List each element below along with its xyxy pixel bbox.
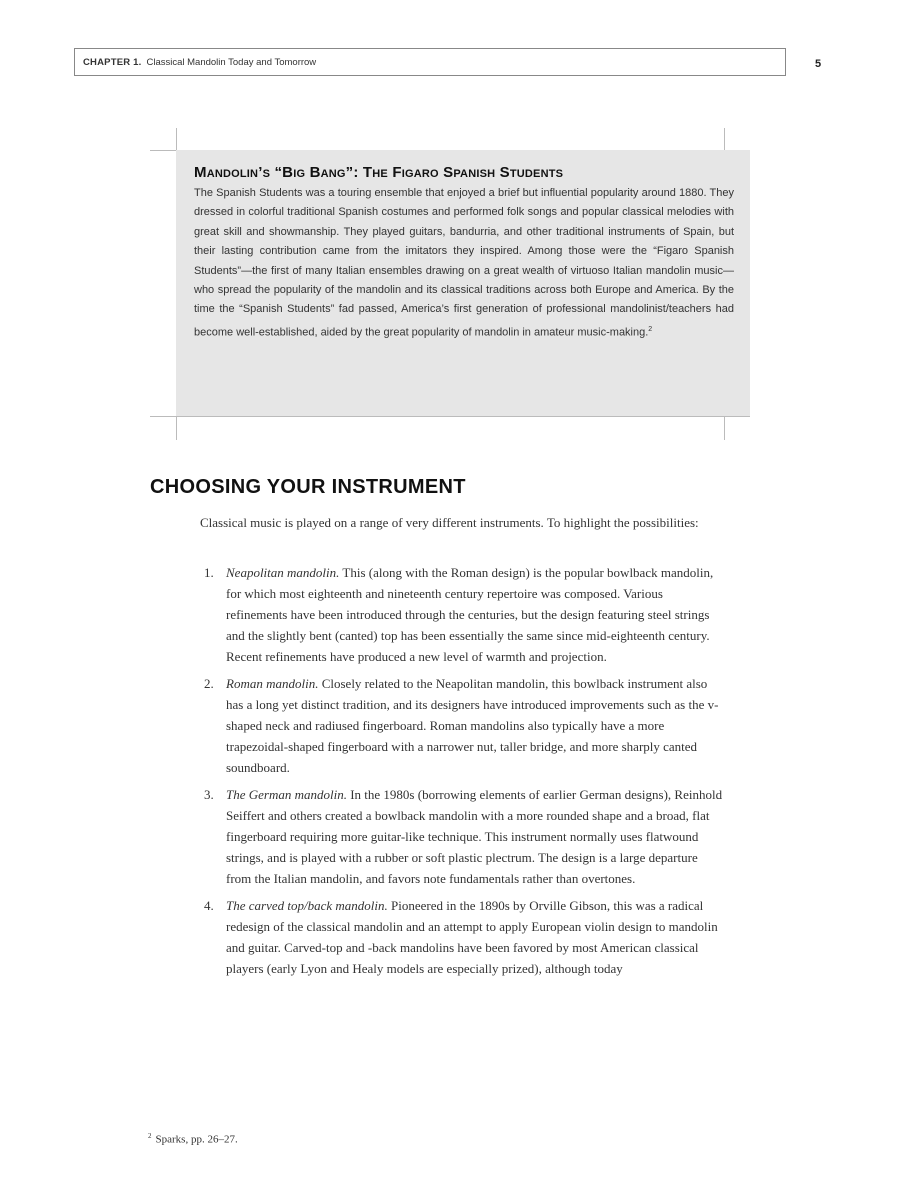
list-item-number: 3. [204, 787, 214, 802]
footnote-text: Sparks, pp. 26–27. [155, 1133, 238, 1146]
running-header [74, 48, 786, 76]
list-item-body [226, 895, 726, 979]
footnote [148, 1132, 238, 1146]
list-item-term: The German mandolin. [226, 787, 347, 802]
chapter-title: Classical Mandolin Today and Tomorrow [146, 56, 317, 68]
sidebar-body [194, 184, 734, 343]
list-item-term: Roman mandolin. [226, 676, 319, 691]
list-item-text: Closely related to the Neapolitan mandolin, this bowlback instrument also has a long yet distinct tradition, and its designers have introduced improvements such as the v-shaped neck and radiused fingerboard. Roman mandolins also typically have a more trapezoidal-shaped fingerboard with a narrower nut, taller bridge, and more sharply canted soundboard. [226, 676, 719, 775]
list-item [200, 784, 730, 889]
list-item [200, 562, 730, 667]
footnote-marker: 2 [148, 1132, 152, 1140]
list-item-text: In the 1980s (borrowing elements of earlier German designs), Reinhold Seiffert and others created a bowlback mandolin with a more rounded shape and a broad, flat fingerboard requiring more guitar-like technique. This instrument normally uses flatwound strings, and is played with a rubber or soft plastic plectrum. The design is a large departure from the Italian mandolin, and favors note fundamentals rather than overtones. [226, 787, 723, 886]
list-item-body [226, 784, 726, 889]
list-item-number: 2. [204, 676, 214, 691]
list-item-term: Neapolitan mandolin. [226, 565, 340, 580]
list-item [200, 895, 730, 979]
list-item-text: This (along with the Roman design) is the popular bowlback mandolin, for which most eighteenth and nineteenth century repertoire was composed. Various refinements have been introduced through the centuries, but the design featuring steel strings and the slightly bent (canted) top has been essentially the same since mid-eighteenth century. Recent refinements have produced a new level of warmth and projection. [226, 565, 714, 664]
list-item-body [226, 673, 726, 778]
section-title: CHOOSING YOUR INSTRUMENT [150, 476, 466, 498]
chapter-label: CHAPTER 1. [83, 56, 142, 68]
sidebar-body-text: The Spanish Students was a touring ensemble that enjoyed a brief but influential popularity around 1880. They dressed in colorful traditional Spanish costumes and performed folk songs and popular classical melodies with great skill and showmanship. They played guitars, bandurria, and other traditional instruments of Spain, but their lasting contribution came from the imitators they inspired. Among those were the “Figaro Spanish Students”—the first of many Italian ensembles drawing on a great wealth of virtuoso Italian mandolin music—who spread the popularity of the mandolin and its classical traditions across both Europe and America. By the time the “Spanish Students” fad passed, America’s first generation of professional mandolinist/teachers had become well-established, aided by the great popularity of mandolin in amateur music-making. [194, 187, 734, 339]
list-item-term: The carved top/back mandolin. [226, 898, 388, 913]
list-item-text: Pioneered in the 1890s by Orville Gibson, this was a radical redesign of the classical mandolin and an attempt to apply European violin design to mandolin and guitar. Carved-top and -back mandolins have been favored by most American classical players (early Lyon and Healy models are especially prized), although today [226, 898, 718, 976]
list-item [200, 673, 730, 778]
list-item-number: 1. [204, 565, 214, 580]
page-number: 5 [815, 58, 822, 70]
sidebar-title: Mandolin’s “Big Bang”: The Figaro Spanish Students [194, 164, 564, 181]
instrument-list [200, 562, 730, 985]
section-intro: Classical music is played on a range of very different instruments. To highlight the possibilities: [200, 515, 699, 530]
list-item-number: 4. [204, 898, 214, 913]
list-item-body [226, 562, 726, 667]
sidebar-box [176, 150, 750, 416]
footnote-ref: 2 [648, 325, 653, 333]
sidebar-guide-bottom [150, 416, 750, 417]
